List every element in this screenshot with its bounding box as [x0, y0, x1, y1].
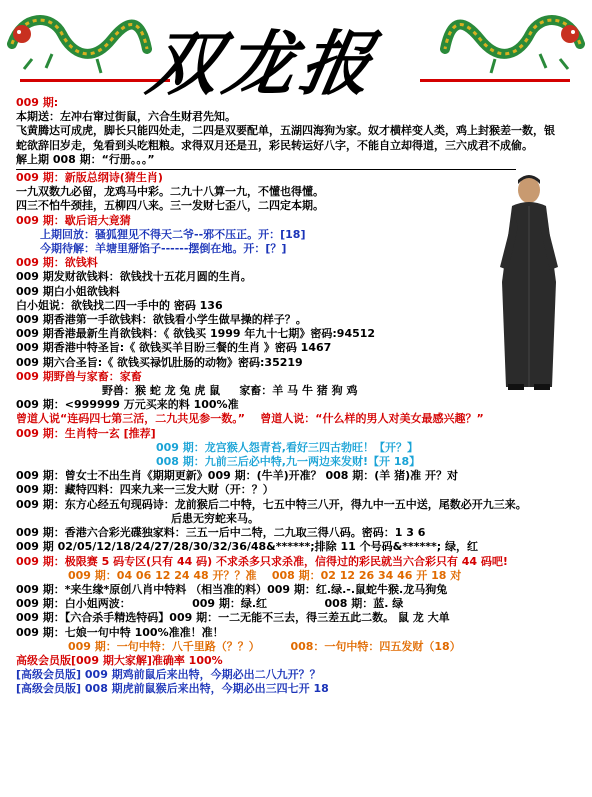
previous-hint: 008：一句中特：四五发财（18）: [290, 639, 461, 653]
current-hint: 009 期：一句中特：八千里路（？？）: [68, 639, 260, 653]
text-line: [16, 384, 576, 398]
previous-numbers: 008 期：02 12 26 34 46 开 18 对: [271, 568, 462, 582]
last-issue-answer: 解上期 008 期：“行册。。。”: [16, 152, 155, 166]
text-line: [16, 640, 576, 654]
quote-left: 曾道人说“连码四七第三活，二九共见参一数。”: [16, 412, 245, 426]
text-line: 009 期：*来生缘*原创八肖中特料 （相当准的料）009 期：红.绿.-.鼠蛇牛猴.龙马狗兔: [16, 582, 448, 596]
text-line: 009 期：曾女士不出生肖《期期更新》009 期：(牛羊)开准？ 008 期：(羊 猪)准 开？对: [16, 469, 458, 483]
right-dragon-icon: [440, 4, 590, 84]
text-line: 本期送：左冲右窜过街鼠，六合生财君先知。: [16, 110, 236, 124]
text-line: 009 期：白小姐两波： 009 期：绿.红 008 期：蓝. 绿: [16, 597, 404, 611]
wild-animals: 野兽：猴 蛇 龙 兔 虎 鼠: [102, 384, 221, 398]
text-line: 009 期：极限赛 5 码专区(只有 44 码) 不求杀多只求杀准，信得过的彩民就当六合彩只有 44 码吧!: [16, 554, 508, 568]
text-line: 009 期香港第一手欲钱料：欲钱看小学生做早操的样子？。: [16, 313, 307, 327]
section-title: 009 期：生肖特一玄 [推荐]: [16, 426, 156, 440]
text-line: 009 期白小姐欲钱料: [16, 284, 120, 298]
text-line: 上期回放：骚狐狸见不得天二爷--邪不压正。开：[18]: [40, 227, 306, 241]
text-line: 009 期：七娘一句中特 100%准准！准！: [16, 625, 224, 639]
text-line: 009 期香港最新生肖欲钱料：《 欲钱买 1999 年九十七期》密码:94512: [16, 327, 376, 341]
page-title: 双龙报: [141, 22, 385, 105]
text-line: 后患无穷蛇来马。: [171, 511, 259, 525]
section-title: 009 期野兽与家畜：家畜: [16, 369, 142, 383]
text-line: 009 期 02/05/12/18/24/27/28/30/32/36/48&******;排除 11 个号码&******; 绿，红: [16, 540, 478, 554]
text-line: 白小姐说：欲钱找二四一手中的 密码 136: [16, 298, 223, 312]
current-numbers: 009 期：04 06 12 24 48 开？？准: [68, 568, 257, 582]
text-line: [高级会员版] 008 期虎前鼠猴后来出特，今期必出三四七开 18: [16, 682, 329, 696]
text-line: 009 期香港中特圣旨:《 欲钱买羊目盼三餐的生肖 》密码 1467: [16, 341, 332, 355]
section-title: 009 期：欲钱料: [16, 256, 98, 270]
text-line: [高级会员版] 009 期鸡前鼠后来出特，今期必出二八九开？？: [16, 668, 321, 682]
riddle-poem: 飞黄腾达可成虎，脚长只能四处走，二四是双要配单，五湖四海狗为家。奴才横样变人类，鸡上封猴差一数，银蛇欲辞旧岁走，兔看到头吃粗粮。求得双月还是丑，彩民转运好八字，不能自立却得道，三六成君不成偷。: [16, 124, 555, 152]
left-dragon-icon: [2, 4, 152, 84]
main-content: [16, 96, 576, 697]
text-line: 009 期：【六合杀手精选特码】009 期：一二无能不三去，得三差五此二数。 鼠 龙 大单: [16, 611, 450, 625]
text-line: 009 期六合圣旨:《 欲钱买禄饥肚肠的动物》密码:35219: [16, 355, 303, 369]
issue-heading: 009 期:: [16, 96, 59, 109]
text-line: 今期待解：羊塘里掰馅子------摆倒在地。开：[？]: [40, 242, 287, 256]
divider: [16, 169, 516, 170]
header-red-line-right: [420, 79, 570, 82]
text-line: 009 期：东方心经五句现码诗：龙前猴后二中特，七五中特三八开，得九中一五中送，尾数必开九三来。: [16, 497, 527, 511]
text-line: 009 期：藏特四料：四来九来一三发大财（开：？）: [16, 483, 274, 497]
section-title: 009 期：歇后语大竟猜: [16, 213, 131, 227]
text-line: 四三不怕牛颈挂，五柳四八来。三一发财七歪八，二四定本期。: [16, 199, 324, 213]
text-line: [16, 569, 576, 583]
text-line: 009 期：香港六合彩光碟独家料：三五一后中二特，二九取三得八码。密码：1 3 6: [16, 526, 426, 540]
text-line: [16, 412, 576, 426]
section-title: 009 期：新版总纲诗(猜生肖): [16, 171, 163, 185]
text-line: 009 期：<999999 万元买来的料 100%准: [16, 398, 239, 412]
quote-right: 曾道人说：“什么样的男人对美女最感兴趣？”: [260, 412, 484, 426]
text-line: 009 期发财欲钱料：欲钱找十五花月圆的生肖。: [16, 270, 252, 284]
text-line: 009 期：龙宫猴人怨青苔,看好三四古勃旺！【开？】: [156, 440, 418, 454]
text-line: 一九双数九必留，龙鸡马中彩。二九十八算一九，不懂也得懂。: [16, 185, 324, 199]
text-line: 008 期：九前三后必中特,九一两边来发财!【开 18】: [156, 455, 421, 469]
section-title: 高级会员版[009 期大家解]准确率 100%: [16, 653, 223, 667]
domestic-animals: 家畜：羊 马 牛 猪 狗 鸡: [239, 384, 358, 398]
